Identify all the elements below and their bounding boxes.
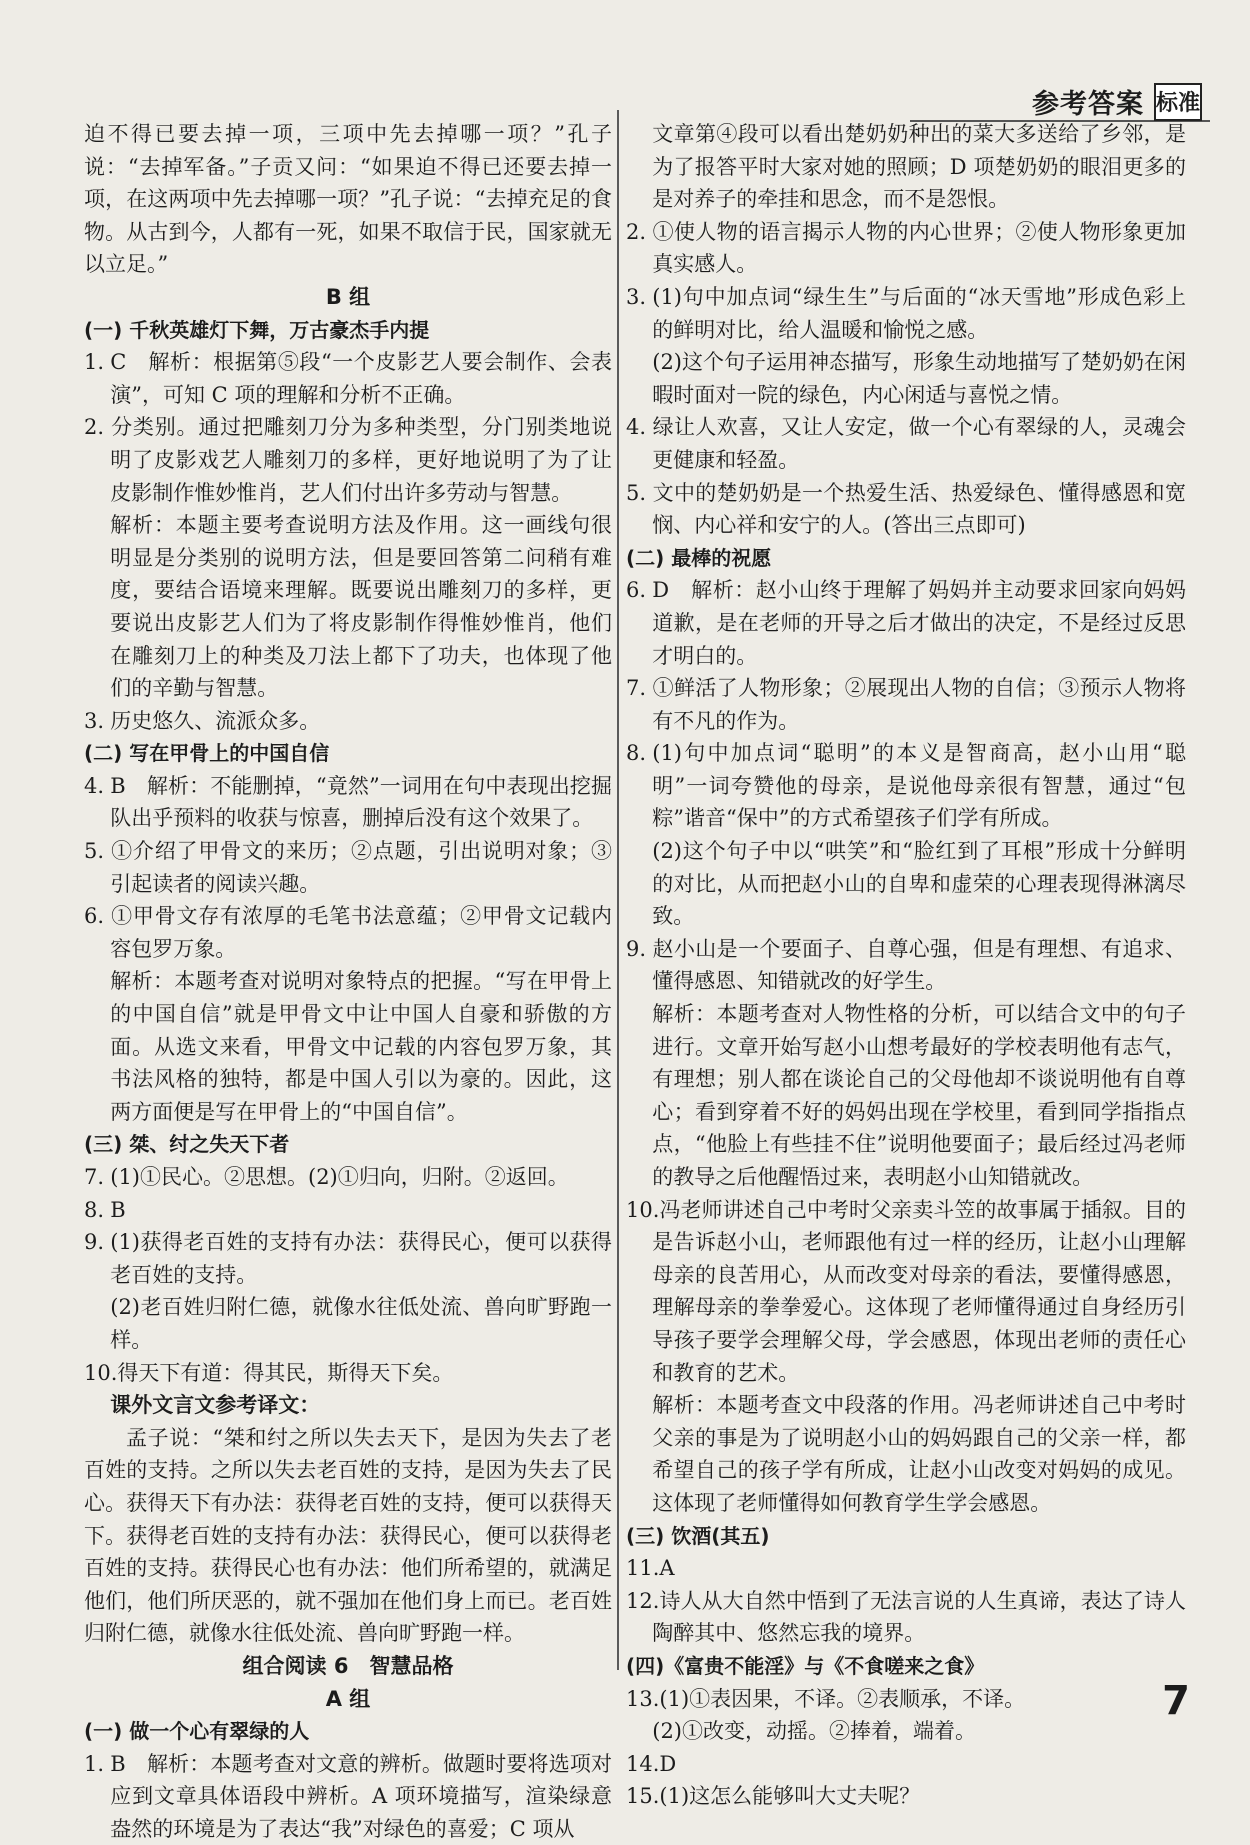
answer-item-9 bbox=[84, 1226, 612, 1291]
answer-text: A bbox=[659, 1556, 675, 1581]
answer-text-13b: (2)①改变，动摇。②捧着，端着。 bbox=[652, 1719, 976, 1744]
answer-text: D bbox=[659, 1751, 677, 1776]
answer-text: D 解析：赵小山终于理解了妈妈并主动要求回家向妈妈道歉，是在老师的开导之后才做出的决定，不是经过反思才明白的。 bbox=[652, 578, 1186, 668]
section-heading-7: (四)《富贵不能淫》与《不食嗟来之食》 bbox=[626, 1653, 985, 1678]
answer-text: B 解析：不能删掉，“竟然”一词用在句中表现出挖掘队出乎预料的收获与惊喜，删掉后没有这个效果了。 bbox=[110, 773, 612, 831]
answer-item-10 bbox=[84, 1357, 612, 1390]
item-number: 13. bbox=[626, 1686, 660, 1711]
item-number: 10. bbox=[626, 1197, 660, 1222]
section-heading-1: (一) 千秋英雄灯下舞，万古豪杰手内提 bbox=[84, 317, 430, 342]
answer-item-3 bbox=[84, 705, 612, 738]
answer-text: 历史悠久、流派众多。 bbox=[110, 708, 321, 733]
answer-text: C 解析：根据第⑤段“一个皮影艺人要会制作、会表演”，可知 C 项的理解和分析不正确。 bbox=[110, 350, 612, 407]
section-heading-6: (三) 饮酒(其五) bbox=[626, 1523, 770, 1548]
answer-item-15 bbox=[626, 1780, 1186, 1813]
answer-item-5 bbox=[84, 835, 612, 900]
unit-title: 组合阅读 6 智慧品格 bbox=[242, 1653, 454, 1678]
item-number: 3. bbox=[626, 284, 647, 309]
item-number: 5. bbox=[84, 839, 105, 864]
translation-heading: 课外文言文参考译文： bbox=[110, 1393, 321, 1418]
answer-text: 分类别。通过把雕刻刀分为多种类型，分门别类地说明了皮影戏艺人雕刻刀的多样，更好地说明了为了让皮影制作惟妙惟肖，艺人们付出许多劳动与智慧。 bbox=[110, 415, 612, 505]
answer-text: (1)这怎么能够叫大丈夫呢？ bbox=[659, 1784, 921, 1809]
page-header bbox=[1032, 82, 1202, 121]
item-number: 11. bbox=[626, 1556, 660, 1581]
item-number: 12. bbox=[626, 1588, 660, 1613]
answer-text: ①鲜活了人物形象；②展现出人物的自信；③预示人物将有不凡的作为。 bbox=[652, 676, 1186, 733]
answer-item-5 bbox=[626, 477, 1186, 542]
translation-text: 孟子说：“桀和纣之所以失去天下，是因为失去了老百姓的支持。之所以失去老百姓的支持，是因为失去了民心。获得天下有办法：获得老百姓的支持，便可以获得天下。获得老百姓的支持有办法：获得民心，便可以获得老百姓的支持。获得民心也有办法：他们所希望的，就满足他们，他们所厌恶的，就不强加在他们身上而已。老百姓归附仁德，就像水往低处流、兽向旷野跑一样。 bbox=[84, 1425, 612, 1646]
answer-item-2 bbox=[626, 216, 1186, 281]
item-number: 3. bbox=[84, 708, 105, 733]
item-number: 4. bbox=[626, 415, 647, 440]
right-column bbox=[626, 118, 1186, 1813]
section-heading-5: (二) 最棒的祝愿 bbox=[626, 545, 772, 570]
item-number: 9. bbox=[626, 936, 647, 961]
answer-text: ①介绍了甲骨文的来历；②点题，引出说明对象；③引起读者的阅读兴趣。 bbox=[110, 839, 612, 896]
answer-item-9 bbox=[626, 933, 1186, 998]
item-number: 14. bbox=[626, 1751, 660, 1776]
analysis-text: 解析：本题考查文中段落的作用。冯老师讲述自己中考时父亲的事是为了说明赵小山的妈妈跟自己的父亲一样，都希望自己的孩子学有所成，让赵小山改变对妈妈的成见。这体现了老师懂得如何教育学生学会感恩。 bbox=[652, 1393, 1186, 1515]
item-number: 7. bbox=[84, 1165, 105, 1189]
item-number: 6. bbox=[84, 904, 105, 929]
item-number: 5. bbox=[626, 480, 647, 505]
answer-text-9b: (2)老百姓归附仁德，就像水往低处流、兽向旷野跑一样。 bbox=[110, 1295, 612, 1352]
answer-item-8 bbox=[84, 1194, 612, 1227]
item-number: 4. bbox=[84, 773, 105, 798]
item-number: 2. bbox=[84, 415, 105, 440]
analysis-text: 解析：本题考查对说明对象特点的把握。“写在甲骨上的中国自信”就是甲骨文中让中国人自豪和骄傲的方面。从选文来看，甲骨文中记载的内容包罗万象，其书法风格的独特，都是中国人引以为豪的。因此，这两方面便是写在甲骨上的“中国自信”。 bbox=[110, 969, 612, 1124]
answer-text-3b: (2)这个句子运用神态描写，形象生动地描写了楚奶奶在闲暇时面对一院的绿色，内心闲适与喜悦之情。 bbox=[652, 350, 1186, 407]
paragraph-continued: 文章第④段可以看出楚奶奶种出的菜大多送给了乡邻，是为了报答平时大家对她的照顾；D 项楚奶奶的眼泪更多的是对养子的牵挂和思念，而不是怨恨。 bbox=[652, 122, 1186, 212]
answer-text: 赵小山是一个要面子、自尊心强，但是有理想、有追求、懂得感恩、知错就改的好学生。 bbox=[652, 936, 1186, 994]
answer-item-8 bbox=[626, 737, 1186, 835]
answer-item-7 bbox=[626, 672, 1186, 737]
item-number: 2. bbox=[626, 219, 647, 244]
left-column bbox=[84, 118, 612, 1845]
answer-text: 绿让人欢喜，又让人安定，做一个心有翠绿的人，灵魂会更健康和轻盈。 bbox=[652, 415, 1186, 472]
section-heading-4: (一) 做一个心有翠绿的人 bbox=[84, 1719, 310, 1744]
item-number: 15. bbox=[626, 1784, 660, 1809]
answer-text: 冯老师讲述自己中考时父亲卖斗笠的故事属于插叙。目的是告诉赵小山，老师跟他有过一样的经历，让赵小山理解母亲的良苦用心，从而改变对母亲的看法，要懂得感恩，理解母亲的拳拳爱心。这体现了老师懂得通过自身经历引导孩子要学会理解父母，学会感恩，体现出老师的责任心和教育的艺术。 bbox=[652, 1197, 1186, 1385]
answer-item-4 bbox=[84, 770, 612, 835]
answer-item-7 bbox=[84, 1161, 612, 1194]
answer-text: ①使人物的语言揭示人物的内心世界；②使人物形象更加真实感人。 bbox=[652, 219, 1186, 277]
answer-item-2 bbox=[84, 411, 612, 509]
answer-item-3 bbox=[626, 281, 1186, 346]
answer-text: B bbox=[110, 1197, 126, 1222]
answer-item-10 bbox=[626, 1194, 1186, 1390]
section-heading-2: (二) 写在甲骨上的中国自信 bbox=[84, 741, 330, 766]
answer-item-a1 bbox=[84, 1748, 612, 1845]
answer-text: (1)获得老百姓的支持有办法：获得民心，便可以获得老百姓的支持。 bbox=[110, 1230, 612, 1287]
header-title: 参考答案 bbox=[1032, 89, 1144, 120]
section-heading-3: (三) 桀、纣之失天下者 bbox=[84, 1132, 290, 1157]
answer-text: B 解析：本题考查对文意的辨析。做题时要将选项对应到文章具体语段中辨析。A 项环境描写，渲染绿意盎然的环境是为了表达“我”对绿色的喜爱；C 项从 bbox=[110, 1751, 612, 1841]
item-number: 6. bbox=[626, 578, 647, 603]
answer-item-4 bbox=[626, 411, 1186, 476]
column-divider bbox=[617, 110, 619, 1670]
answer-item-6 bbox=[626, 574, 1186, 672]
answer-item-11 bbox=[626, 1552, 1186, 1585]
item-number: 1. bbox=[84, 1751, 105, 1776]
item-number: 1. bbox=[84, 350, 105, 375]
answer-text: (1)句中加点词“聪明”的本义是智商高，赵小山用“聪明”一词夸赞他的母亲，是说他母亲很有智慧，通过“包粽”谐音“保中”的方式希望孩子们学有所成。 bbox=[652, 741, 1186, 831]
analysis-text: 解析：本题主要考查说明方法及作用。这一画线句很明显是分类别的说明方法，但是要回答第二问稍有难度，要结合语境来理解。既要说出雕刻刀的多样，更要说出皮影艺人们为了将皮影制作得惟妙惟肖，他们在雕刻刀上的种类及刀法上都下了功夫，也体现了他们的辛勤与智慧。 bbox=[110, 513, 612, 701]
answer-item-13 bbox=[626, 1683, 1186, 1716]
item-number: 7. bbox=[626, 676, 647, 701]
answer-text: 文中的楚奶奶是一个热爱生活、热爱绿色、懂得感恩和宽悯、内心祥和安宁的人。(答出三点即可) bbox=[652, 480, 1186, 538]
answer-text: (1)①表因果，不译。②表顺承，不译。 bbox=[659, 1686, 1026, 1711]
brand-logo: 标准 bbox=[1154, 83, 1202, 121]
answer-item-1 bbox=[84, 346, 612, 411]
analysis-text: 解析：本题考查对人物性格的分析，可以结合文中的句子进行。文章开始写赵小山想考最好的学校表明他有志气，有理想；别人都在谈论自己的父母他却不谈说明他有自尊心；看到穿着不好的妈妈出现在学校里，看到同学指指点点，“他脸上有些挂不住”说明他要面子；最后经过冯老师的教导之后他醒悟过来，表明赵小山知错就改。 bbox=[652, 1002, 1186, 1189]
item-number: 8. bbox=[84, 1197, 105, 1222]
group-heading-b: B 组 bbox=[325, 284, 371, 309]
answer-item-14 bbox=[626, 1748, 1186, 1781]
item-number: 10. bbox=[84, 1360, 118, 1385]
answer-text-8b: (2)这个句子中以“哄笑”和“脸红到了耳根”形成十分鲜明的对比，从而把赵小山的自卑和虚荣的心理表现得淋漓尽致。 bbox=[652, 839, 1186, 929]
answer-item-6 bbox=[84, 900, 612, 965]
answer-text: (1)①民心。②思想。(2)①归向，归附。②返回。 bbox=[110, 1165, 569, 1189]
page-number: 7 bbox=[1162, 1678, 1190, 1724]
answer-text: (1)句中加点词“绿生生”与后面的“冰天雪地”形成色彩上的鲜明对比，给人温暖和愉悦之感。 bbox=[652, 284, 1186, 342]
answer-text: 诗人从大自然中悟到了无法言说的人生真谛，表达了诗人陶醉其中、悠然忘我的境界。 bbox=[652, 1588, 1186, 1646]
answer-text: 得天下有道：得其民，斯得天下矣。 bbox=[117, 1360, 454, 1385]
paragraph-continued: 迫不得已要去掉一项，三项中先去掉哪一项？”孔子说：“去掉军备。”子贡又问：“如果迫不得已还要去掉一项，在这两项中先去掉哪一项？”孔子说：“去掉充足的食物。从古到今，人都有一死，如果不取信于民，国家就无以立足。” bbox=[84, 122, 612, 277]
answer-text: ①甲骨文存有浓厚的毛笔书法意蕴；②甲骨文记载内容包罗万象。 bbox=[110, 904, 612, 961]
item-number: 8. bbox=[626, 741, 647, 766]
answer-item-12 bbox=[626, 1585, 1186, 1650]
item-number: 9. bbox=[84, 1230, 105, 1255]
group-heading-a: A 组 bbox=[325, 1686, 371, 1711]
